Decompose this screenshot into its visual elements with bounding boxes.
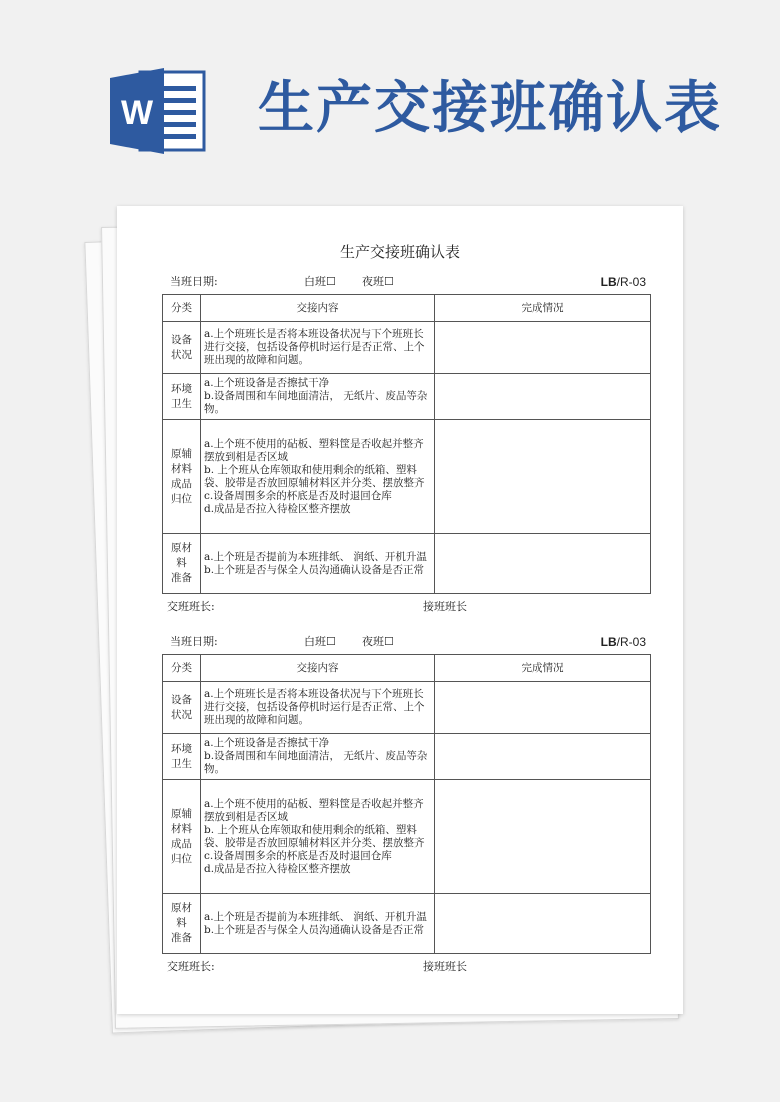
form-code-prefix: LB: [600, 635, 617, 649]
banner: [0, 0, 780, 190]
table-row: [163, 322, 651, 374]
table-header-row: [163, 655, 651, 682]
row-content: a.上个班是否提前为本班排纸、 润纸、开机升温 b.上个班是否与保全人员沟通确认设备是否正常: [201, 534, 435, 594]
header-content: 交接内容: [201, 655, 435, 682]
row-category: 原辅 材料 成品 归位: [163, 420, 201, 534]
header-status: 完成情况: [435, 295, 651, 322]
row-status-cell[interactable]: [435, 780, 651, 894]
row-status-cell[interactable]: [435, 420, 651, 534]
banner-title: 生产交接班确认表: [258, 75, 722, 141]
night-shift-checkbox[interactable]: 夜班☐: [362, 275, 394, 288]
header-category: 分类: [163, 295, 201, 322]
row-status-cell[interactable]: [435, 734, 651, 780]
handover-leader-label: 交班班长:: [167, 960, 215, 973]
table-row: [163, 780, 651, 894]
handover-table: [162, 294, 651, 594]
row-category: 设备 状况: [163, 682, 201, 734]
night-shift-checkbox[interactable]: 夜班☐: [362, 635, 394, 648]
form-code-suffix: /R-03: [616, 635, 646, 649]
row-content: a.上个班不使用的砧板、塑料筐是否收起并整齐摆放到相是否区域 b. 上个班从仓库领取和使用剩余的纸箱、塑料袋、胶带是否放回原辅材料区并分类、摆放整齐 c.设备周围多余的杯底是否及时退回仓库 d.成品是否拉入待检区整齐摆放: [201, 780, 435, 894]
row-status-cell[interactable]: [435, 322, 651, 374]
table-row: [163, 894, 651, 954]
row-content: a.上个班是否提前为本班排纸、 润纸、开机升温 b.上个班是否与保全人员沟通确认设备是否正常: [201, 894, 435, 954]
row-category: 原材 料 准备: [163, 534, 201, 594]
table-row: [163, 682, 651, 734]
row-status-cell[interactable]: [435, 894, 651, 954]
row-content: a.上个班班长是否将本班设备状况与下个班班长进行交接，包括设备停机时运行是否正常、上个班出现的故障和问题。: [201, 682, 435, 734]
form-code: [601, 634, 646, 650]
takeover-leader-label: 接班班长: [423, 600, 467, 613]
day-shift-checkbox[interactable]: 白班☐: [304, 275, 336, 288]
row-category: 环境 卫生: [163, 734, 201, 780]
form-meta-row: [162, 634, 646, 650]
document-page: [117, 206, 683, 1014]
row-status-cell[interactable]: [435, 682, 651, 734]
row-status-cell[interactable]: [435, 374, 651, 420]
table-row: [163, 374, 651, 420]
header-category: 分类: [163, 655, 201, 682]
takeover-leader-label: 接班班长: [423, 960, 467, 973]
handover-leader-label: 交班班长:: [167, 600, 215, 613]
day-shift-checkbox[interactable]: 白班☐: [304, 635, 336, 648]
form-code-suffix: /R-03: [616, 275, 646, 289]
svg-text:W: W: [120, 94, 154, 132]
signature-row: [167, 960, 647, 974]
header-status: 完成情况: [435, 655, 651, 682]
header-content: 交接内容: [201, 295, 435, 322]
date-label: 当班日期:: [170, 635, 218, 648]
row-content: a.上个班班长是否将本班设备状况与下个班班长进行交接，包括设备停机时运行是否正常、上个班出现的故障和问题。: [201, 322, 435, 374]
row-category: 原材 料 准备: [163, 894, 201, 954]
table-row: [163, 734, 651, 780]
row-content: a.上个班设备是否擦拭干净 b.设备周围和车间地面清洁， 无纸片、废品等杂物。: [201, 374, 435, 420]
row-status-cell[interactable]: [435, 534, 651, 594]
form-code-prefix: LB: [600, 275, 617, 289]
row-category: 原辅 材料 成品 归位: [163, 780, 201, 894]
form-code: [601, 274, 646, 290]
form-meta-row: [162, 274, 646, 290]
table-header-row: [163, 295, 651, 322]
word-icon: [110, 68, 208, 154]
date-label: 当班日期:: [170, 275, 218, 288]
row-content: a.上个班设备是否擦拭干净 b.设备周围和车间地面清洁， 无纸片、废品等杂物。: [201, 734, 435, 780]
row-category: 环境 卫生: [163, 374, 201, 420]
row-category: 设备 状况: [163, 322, 201, 374]
handover-table: [162, 654, 651, 954]
table-row: [163, 534, 651, 594]
table-row: [163, 420, 651, 534]
document-title: 生产交接班确认表: [339, 243, 460, 261]
row-content: a.上个班不使用的砧板、塑料筐是否收起并整齐摆放到相是否区域 b. 上个班从仓库领取和使用剩余的纸箱、塑料袋、胶带是否放回原辅材料区并分类、摆放整齐 c.设备周围多余的杯底是否及时退回仓库 d.成品是否拉入待检区整齐摆放: [201, 420, 435, 534]
signature-row: [167, 600, 647, 614]
